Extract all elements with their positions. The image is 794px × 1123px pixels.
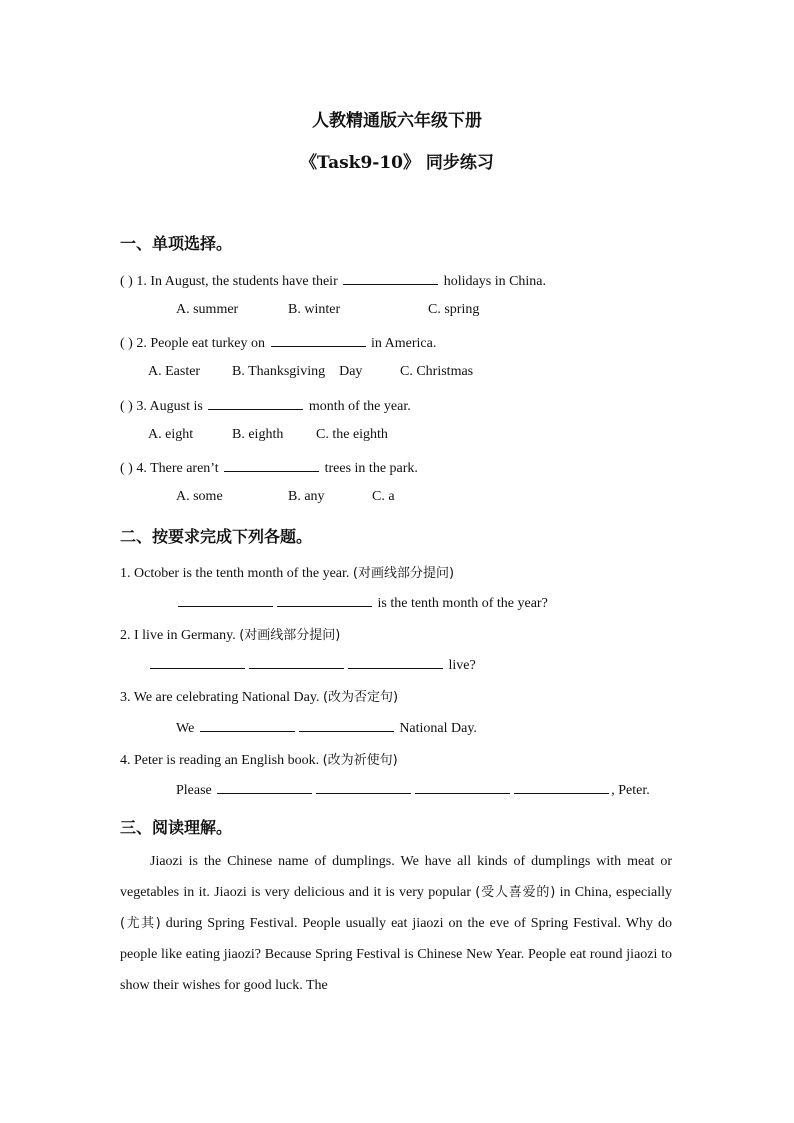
answer-tail: live? [445,658,476,673]
question-1-text: ( ) 1. In August, the students have their [120,274,342,289]
answer-blank [299,718,394,732]
answer-blank [150,655,245,669]
section-1-heading: 一、单项选择。 [120,234,233,253]
transform-item-3 [120,686,398,706]
transform-item-3-answer [176,718,477,737]
option-a: A. eight [148,427,194,442]
document-subtitle: 《Task9-10》 同步练习 [300,153,494,173]
answer-tail: National Day. [395,721,477,736]
question-4-text: ( ) 4. There aren’t [120,461,223,476]
passage-text-3: during Spring Festival. People usually eat jiaozi on the eve of Spring Festival. Why do people like eating jiaozi? Because Spring Festival is Chinese New Year. People eat round jiaozi to show their wishes for good luck. The [120,916,672,993]
answer-blank [348,655,443,669]
transform-item-3-text: 3. We are celebrating National Day. [120,690,323,705]
answer-blank [415,780,510,794]
answer-lead: We [176,721,198,736]
answer-blank [249,655,344,669]
question-3 [120,396,411,415]
section-2-heading: 二、按要求完成下列各题。 [120,527,313,546]
answer-blank [514,780,609,794]
option-b: B. any [288,489,325,504]
answer-lead: Please [176,783,216,798]
option-b: B. winter [288,302,341,317]
transform-item-1 [120,562,454,582]
answer-blank [316,780,411,794]
option-b: B. eighth [232,427,284,442]
transform-item-1-answer [176,593,548,612]
transform-item-4-answer [176,780,650,799]
passage-gloss-popular: (受人喜爱的) [475,885,556,900]
instruction-hint: (改为祈使句) [322,753,398,768]
question-4 [120,458,418,477]
option-a: A. Easter [148,364,201,379]
transform-item-4 [120,749,398,769]
instruction-hint: (改为否定句) [322,690,399,705]
answer-blank [208,396,303,410]
answer-blank [224,458,319,472]
option-c: C. a [372,489,395,504]
question-2-text: ( ) 2. People eat turkey on [120,336,269,351]
answer-blank [217,780,312,794]
reading-passage [120,846,672,1001]
answer-blank [271,333,366,347]
option-c: C. spring [428,302,480,317]
section-3-heading: 三、阅读理解。 [120,818,233,837]
document-title: 人教精通版六年级下册 [312,111,482,131]
answer-blank [200,718,295,732]
answer-tail: , Peter. [611,783,650,798]
option-a: A. some [176,489,223,504]
instruction-hint: (对画线部分提问) [239,628,341,643]
option-c: C. Christmas [400,364,474,379]
question-1-tail: holidays in China. [440,274,547,289]
transform-item-2-text: 2. I live in Germany. [120,628,240,643]
transform-item-1-text: 1. October is the tenth month of the year. [120,566,353,581]
question-2 [120,333,436,352]
passage-gloss-especially: (尤其) [120,916,161,931]
question-1 [120,271,546,290]
transform-item-2 [120,624,340,644]
instruction-hint: (对画线部分提问) [352,566,455,581]
question-2-tail: in America. [367,336,437,351]
option-c: C. the eighth [316,427,388,442]
question-4-tail: trees in the park. [321,461,418,476]
question-3-text: ( ) 3. August is [120,399,207,414]
answer-blank [277,593,372,607]
transform-item-2-answer [148,655,476,674]
passage-text-1: Jiaozi is the Chinese name of dumplings. We have all kinds of dumplings with meat or vegetables in it. Jiaozi is very delicious and it is very popular [120,854,672,900]
transform-item-4-text: 4. Peter is reading an English book. [120,753,323,768]
option-b: B. Thanksgiving Day [232,364,363,379]
question-3-tail: month of the year. [305,399,411,414]
answer-blank [178,593,273,607]
passage-text-2: in China, especially [555,885,672,900]
answer-tail: is the tenth month of the year? [374,596,548,611]
option-a: A. summer [176,302,239,317]
answer-blank [343,271,438,285]
